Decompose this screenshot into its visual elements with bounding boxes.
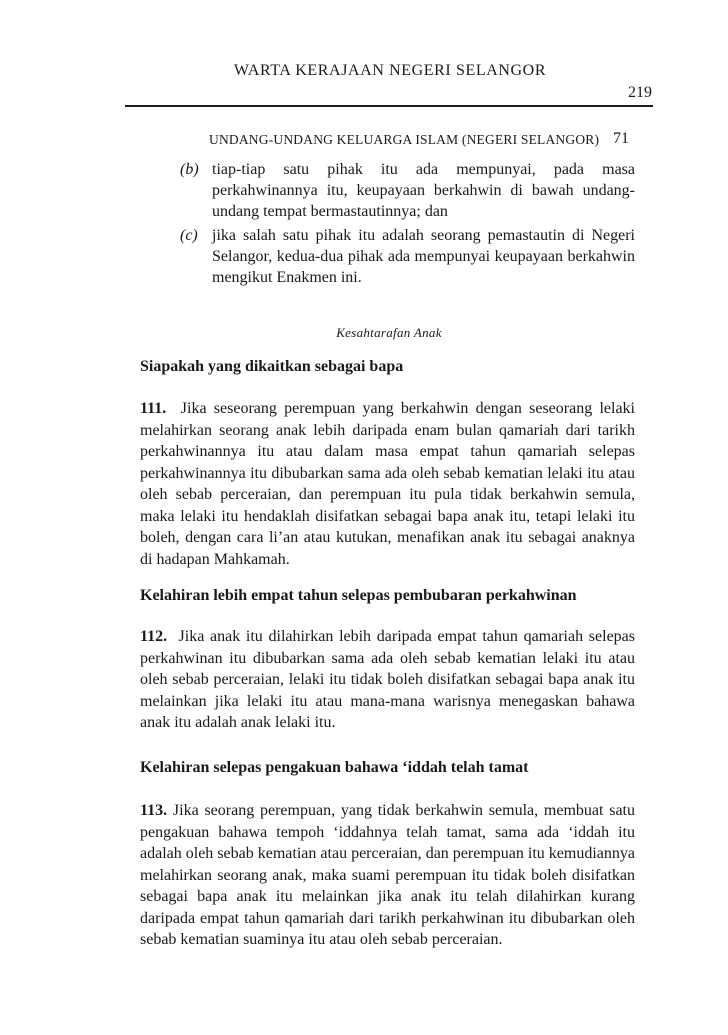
section-number: 113. bbox=[140, 802, 168, 819]
section-number: 112. bbox=[140, 628, 168, 645]
section-text: Jika anak itu dilahirkan lebih daripada empat tahun qamariah selepas perkahwinan itu dibubarkan sama ada oleh sebab kematian lelaki itu atau oleh sebab perceraian, lelaki itu tidak boleh disifatkan sebagai bapa anak itu melainkan jika lelaki itu atau mana-mana warisnya menegaskan bahawa anak itu adalah anak lelaki itu. bbox=[140, 628, 636, 731]
section-body-112 bbox=[140, 626, 635, 734]
part-heading: Kesahtarafan Anak bbox=[336, 325, 442, 340]
list-item-marker: (c) bbox=[180, 227, 198, 244]
section-body-111 bbox=[140, 398, 635, 570]
section-heading-111: Siapakah yang dikaitkan sebagai bapa bbox=[140, 358, 404, 375]
header-rule bbox=[125, 105, 653, 107]
gazette-title: WARTA KERAJAAN NEGERI SELANGOR bbox=[233, 62, 547, 79]
section-number: 111. bbox=[140, 400, 167, 417]
section-heading-113: Kelahiran selepas pengakuan bahawa ‘iddah telah tamat bbox=[140, 759, 529, 776]
gazette-page-number: 219 bbox=[628, 84, 652, 101]
section-body-113 bbox=[140, 800, 635, 951]
section-heading-112: Kelahiran lebih empat tahun selepas pembubaran perkahwinan bbox=[140, 587, 577, 604]
list-item-marker: (b) bbox=[180, 161, 199, 178]
list-item-text: tiap-tiap satu pihak itu ada mempunyai, pada masa perkahwinannya itu, keupayaan berkahwin di bawah undang-undang tempat bermastautinnya; dan bbox=[212, 161, 635, 220]
running-head-text: UNDANG-UNDANG KELUARGA ISLAM (NEGERI SELANGOR) bbox=[209, 132, 600, 147]
list-item-c bbox=[180, 225, 635, 288]
section-text: Jika seseorang perempuan yang berkahwin dengan seseorang lelaki melahirkan seorang anak lebih daripada enam bulan qamariah dari tarikh perkahwinannya itu atau dalam masa empat tahun qamariah selepas perkahwinannya itu dibubarkan sama ada oleh sebab kematian lelaki itu atau oleh sebab perceraian, dan perempuan itu pula tidak berkahwin semula, maka lelaki itu hendaklah disifatkan sebagai bapa anak itu, tetapi lelaki itu boleh, dengan cara li’an atau kutukan, menafikan anak itu sebagai anaknya di hadapan Mahkamah. bbox=[140, 400, 635, 568]
list-item-text: jika salah satu pihak itu adalah seorang pemastautin di Negeri Selangor, kedua-dua pihak ada mempunyai keupayaan berkahwin mengikut Enakmen ini. bbox=[212, 227, 635, 286]
section-text: Jika seorang perempuan, yang tidak berkahwin semula, membuat satu pengakuan bahawa tempoh ‘iddahnya telah tamat, sama ada ‘iddah itu adalah oleh sebab kematian atau perceraian, dan perempuan itu kemudiannya melahirkan seorang anak, maka suami perempuan itu tidak boleh disifatkan sebagai bapa anak itu melainkan jika anak itu telah dilahirkan kurang daripada empat tahun qamariah dari tarikh perkahwinan itu dibubarkan oleh sebab kematian suaminya itu atau oleh sebab perceraian. bbox=[140, 802, 635, 948]
running-head bbox=[209, 132, 599, 148]
original-page-number: 71 bbox=[613, 130, 629, 147]
list-item-b bbox=[180, 159, 635, 222]
